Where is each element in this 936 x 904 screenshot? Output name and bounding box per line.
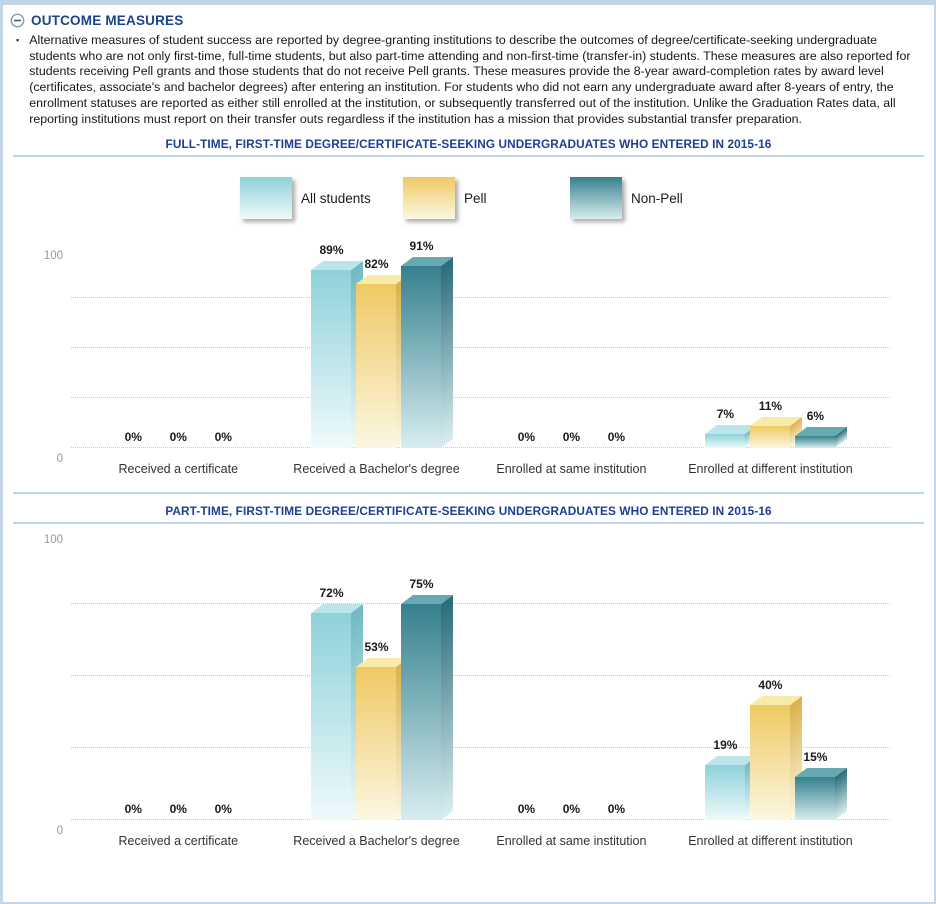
bar-side-face [835, 768, 847, 820]
bar-front-face [795, 436, 835, 448]
category-label: Received a Bachelor's degree [293, 462, 460, 477]
bar-value-label: 0% [169, 802, 187, 817]
category-label: Enrolled at different institution [688, 834, 853, 849]
bar-value-label: 0% [517, 430, 536, 445]
bar-pell [750, 426, 790, 448]
bar-value-label: 0% [607, 802, 626, 817]
bar-value-label: 0% [562, 430, 581, 445]
bar-value-label: 0% [517, 802, 536, 817]
bar-slot [311, 586, 351, 820]
y-axis-tick-min: 0 [56, 453, 63, 466]
legend-label-pell: Pell [464, 190, 487, 206]
gridline [71, 397, 890, 398]
bar-value-label: 15% [803, 750, 828, 765]
category-label: Enrolled at same institution [496, 462, 647, 477]
bar-value-label: 0% [607, 430, 626, 445]
plot-area [43, 532, 890, 849]
bar-value-label: 19% [713, 738, 738, 753]
category-label: Enrolled at same institution [496, 834, 647, 849]
bar-front-face [401, 266, 441, 448]
bar-side-face [441, 595, 453, 820]
bar-value-label: 7% [716, 407, 735, 422]
bar-non-pell [401, 604, 441, 820]
bar-slot [356, 640, 396, 820]
bar-slot [750, 399, 790, 448]
bar-value-label: 89% [319, 243, 344, 258]
collapse-minus-icon[interactable] [10, 13, 25, 28]
bar-slot [356, 257, 396, 448]
plot-area [43, 239, 890, 477]
bar-pell [356, 667, 396, 820]
bar-all-students [311, 613, 351, 820]
legend-swatch-non-pell [570, 177, 622, 219]
y-axis-tick-min: 0 [56, 825, 63, 838]
bar-front-face [356, 667, 396, 820]
bar-value-label: 53% [364, 640, 389, 655]
chart-legend [3, 177, 934, 225]
bar-front-face [795, 777, 835, 820]
category-label: Received a certificate [118, 834, 239, 849]
bar-pell [750, 705, 790, 820]
bar-group [293, 577, 460, 849]
bar-value-label: 11% [758, 399, 783, 414]
bar-pell [356, 284, 396, 448]
bar-value-label: 0% [214, 430, 232, 445]
section-header[interactable] [3, 5, 934, 30]
legend-swatch-all-students [240, 177, 292, 219]
chart-part-time [3, 524, 934, 875]
y-axis-tick-max: 100 [43, 534, 63, 547]
chart-title-full-time: FULL-TIME, FIRST-TIME DEGREE/CERTIFICATE-SEEKING UNDERGRADUATES WHO ENTERED IN 2015-16 [165, 137, 772, 152]
bar-group [688, 399, 853, 477]
bar-slot [705, 738, 745, 820]
bar-front-face [311, 270, 351, 448]
chart-title-part-time: PART-TIME, FIRST-TIME DEGREE/CERTIFICATE-SEEKING UNDERGRADUATES WHO ENTERED IN 2015-16 [165, 504, 772, 519]
category-label: Enrolled at different institution [688, 462, 853, 477]
description-row [3, 30, 934, 127]
bar-value-label: 72% [319, 586, 344, 601]
bar-front-face [750, 705, 790, 820]
legend-label-all-students: All students [301, 190, 371, 206]
bar-all-students [705, 765, 745, 820]
bar-value-label: 0% [124, 802, 142, 817]
section-title: OUTCOME MEASURES [31, 13, 184, 28]
bar-non-pell [795, 436, 835, 448]
category-label: Received a Bachelor's degree [293, 834, 460, 849]
bar-value-label: 0% [214, 802, 232, 817]
bar-group [293, 239, 460, 477]
divider [13, 492, 924, 494]
bar-value-label: 91% [409, 239, 434, 254]
bar-value-label: 0% [169, 430, 187, 445]
bar-all-students [311, 270, 351, 448]
bar-front-face [356, 284, 396, 448]
gridline [71, 603, 890, 604]
bar-value-label: 0% [562, 802, 581, 817]
legend-item-non-pell [570, 177, 683, 219]
bar-side-face [441, 257, 453, 448]
bar-slot [311, 243, 351, 448]
legend-item-all-students [240, 177, 371, 219]
bullet-icon: ▪ [16, 35, 20, 45]
chart-full-time [3, 157, 934, 488]
bar-slot [401, 239, 441, 448]
bar-non-pell [401, 266, 441, 448]
bar-all-students [705, 434, 745, 448]
bar-group [688, 678, 853, 849]
bar-slot [401, 577, 441, 820]
bar-front-face [401, 604, 441, 820]
gridline [71, 297, 890, 298]
bar-front-face [311, 613, 351, 820]
bar-value-label: 40% [758, 678, 783, 693]
bar-value-label: 0% [124, 430, 142, 445]
bar-slot [750, 678, 790, 820]
legend-swatch-pell [403, 177, 455, 219]
bar-slot [795, 750, 835, 820]
y-axis-tick-max: 100 [43, 250, 63, 263]
bar-slot [705, 407, 745, 448]
legend-item-pell [403, 177, 487, 219]
bar-slot [795, 409, 835, 448]
bar-value-label: 75% [409, 577, 434, 592]
category-label: Received a certificate [118, 462, 239, 477]
legend-label-non-pell: Non-Pell [631, 190, 683, 206]
bar-front-face [705, 765, 745, 820]
bar-value-label: 6% [806, 409, 825, 424]
gridline [71, 347, 890, 348]
bar-non-pell [795, 777, 835, 820]
bar-front-face [705, 434, 745, 448]
description-text: Alternative measures of student success are reported by degree-granting institutions to describe the outcomes of degree/certificate-seeking undergraduate students who are not only first-time, full-time students, but also part-time attending and non-first-time (transfer-in) students. These measures are also reported for students receiving Pell grants and those students that do not receive Pell grants. These measures provide the 8-year award-completion rates by award level (certificates, associate's and bachelor degrees) after entering an institution. For students who did not earn any undergraduate award after 8-years of entry, the enrollment statuses are reported as either still enrolled at the institution, or subsequently transferred out of the institution. Unlike the Graduation Rates data, all reporting institutions must report on their transfer outs regardless if the institution has a mission that provides substantial transfer preparation. [29, 33, 911, 126]
bar-front-face [750, 426, 790, 448]
bar-value-label: 82% [364, 257, 389, 272]
gridline [71, 675, 890, 676]
